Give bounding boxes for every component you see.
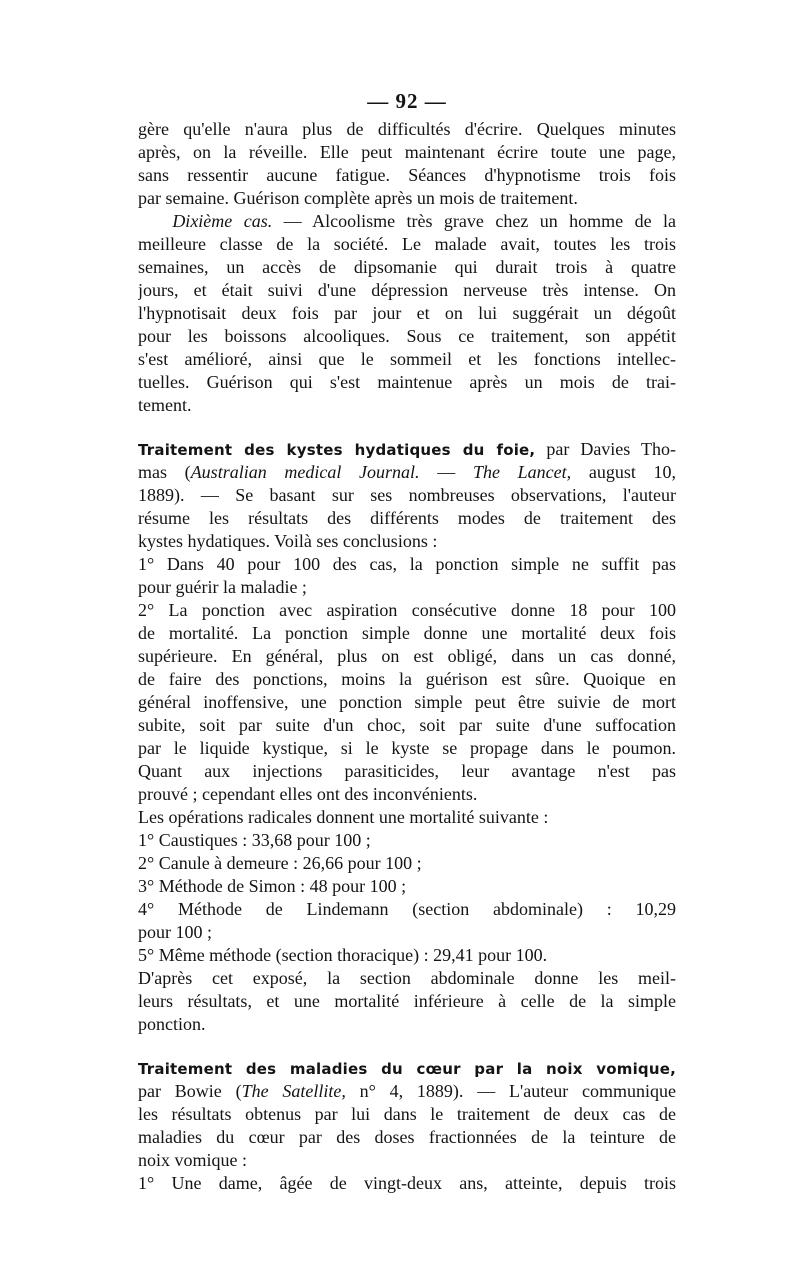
list-item: 4° Méthode de Lindemann (section abdominale) : 10,29 — [138, 899, 676, 919]
text-line — [138, 438, 676, 461]
text-line: de mortalité. La ponction simple donne une mortalité deux fois — [138, 623, 676, 643]
text-line: kystes hydatiques. Voilà ses conclusions : — [138, 531, 438, 551]
text-line — [138, 1080, 676, 1103]
list-item: 5° Même méthode (section thoracique) : 29,41 pour 100. — [138, 945, 548, 965]
text-line: 1° Une dame, âgée de vingt-deux ans, atteinte, depuis trois — [138, 1173, 676, 1193]
text-line: D'après cet exposé, la section abdominale donne les meil- — [138, 968, 676, 988]
text-line — [138, 210, 676, 233]
text-line: 2° La ponction avec aspiration consécutive donne 18 pour 100 — [138, 600, 676, 620]
text-line: par le liquide kystique, si le kyste se propage dans le poumon. — [138, 738, 676, 758]
text-fragment: par Bowie ( — [138, 1081, 242, 1101]
paragraph-first — [138, 118, 676, 210]
article-heading: Traitement des maladies du cœur par la noix vomique, — [138, 1060, 676, 1078]
section-spacer — [138, 417, 676, 438]
journal-title: Australian medical Journal. — [190, 462, 420, 482]
text-line: général inoffensive, une ponction simple peut être suivie de mort — [138, 692, 676, 712]
list-item: pour 100 ; — [138, 922, 212, 942]
text-line: ponction. — [138, 1014, 206, 1034]
text-line: les résultats obtenus par lui dans le traitement de deux cas de — [138, 1104, 676, 1124]
text-line: jours, et était suivi d'une dépression nerveuse très intense. On — [138, 280, 676, 300]
text-fragment: par Davies Tho- — [535, 439, 676, 459]
text-line: l'hypnotisait deux fois par jour et on lui suggérait un dégoût — [138, 303, 676, 323]
text-line: semaines, un accès de dipsomanie qui durait trois à quatre — [138, 257, 676, 277]
section-spacer — [138, 1036, 676, 1057]
text-line: pour les boissons alcooliques. Sous ce traitement, son appétit — [138, 326, 676, 346]
text-line: après, on la réveille. Elle peut maintenant écrire toute une page, — [138, 142, 676, 162]
text-fragment: n° 4, 1889). — L'auteur communique — [345, 1081, 676, 1101]
text-line: subite, soit par suite d'un choc, soit par suite d'une suffocation — [138, 715, 676, 735]
article-hydatid-cysts — [138, 438, 676, 1036]
text-line — [138, 1057, 676, 1080]
book-page — [138, 88, 676, 1195]
text-line: 1° Dans 40 pour 100 des cas, la ponction simple ne suffit pas — [138, 554, 676, 574]
text-fragment: august 10, — [571, 462, 676, 482]
text-line: résume les résultats des différents modes de traitement des — [138, 508, 676, 528]
article-heading: Traitement des kystes hydatiques du foie, — [138, 441, 536, 459]
journal-title: The Lancet, — [472, 462, 572, 482]
list-item: 2° Canule à demeure : 26,66 pour 100 ; — [138, 853, 422, 873]
text-line: supérieure. En général, plus on est obligé, dans un cas donné, — [138, 646, 676, 666]
case-label: Dixième cas. — [172, 211, 273, 231]
text-line: meilleure classe de la société. Le malade avait, toutes les trois — [138, 234, 676, 254]
text-line: s'est amélioré, ainsi que le sommeil et les fonctions intellec- — [138, 349, 676, 369]
journal-title: The Satellite, — [241, 1081, 346, 1101]
text-fragment: — — [419, 462, 473, 482]
text-line: leurs résultats, et une mortalité inférieure à celle de la simple — [138, 991, 676, 1011]
text-line: prouvé ; cependant elles ont des inconvénients. — [138, 784, 478, 804]
list-item: 3° Méthode de Simon : 48 pour 100 ; — [138, 876, 407, 896]
text-line: noix vomique : — [138, 1150, 247, 1170]
text-line: de faire des ponctions, moins la guérison est sûre. Quoique en — [138, 669, 676, 689]
text-line: 1889). — Se basant sur ses nombreuses observations, l'auteur — [138, 485, 676, 505]
text-line: Quant aux injections parasiticides, leur avantage n'est pas — [138, 761, 676, 781]
text-line: maladies du cœur par des doses fractionnées de la teinture de — [138, 1127, 676, 1147]
text-line: Les opérations radicales donnent une mortalité suivante : — [138, 807, 549, 827]
text-fragment: — Alcoolisme très grave chez un homme de la — [272, 211, 676, 231]
text-line: gère qu'elle n'aura plus de difficultés d'écrire. Quelques minutes — [138, 119, 676, 139]
text-line: tement. — [138, 395, 192, 415]
text-line: pour guérir la maladie ; — [138, 577, 307, 597]
paragraph-tenth-case — [138, 210, 676, 417]
text-line: sans ressentir aucune fatigue. Séances d'hypnotisme trois fois — [138, 165, 676, 185]
text-line — [138, 461, 676, 484]
page-number: — 92 — — [367, 89, 447, 113]
list-item: 1° Caustiques : 33,68 pour 100 ; — [138, 830, 371, 850]
article-heart-disease — [138, 1057, 676, 1195]
text-line: par semaine. Guérison complète après un mois de traitement. — [138, 188, 578, 208]
text-fragment: mas ( — [138, 462, 191, 482]
text-line: tuelles. Guérison qui s'est maintenue après un mois de trai- — [138, 372, 676, 392]
